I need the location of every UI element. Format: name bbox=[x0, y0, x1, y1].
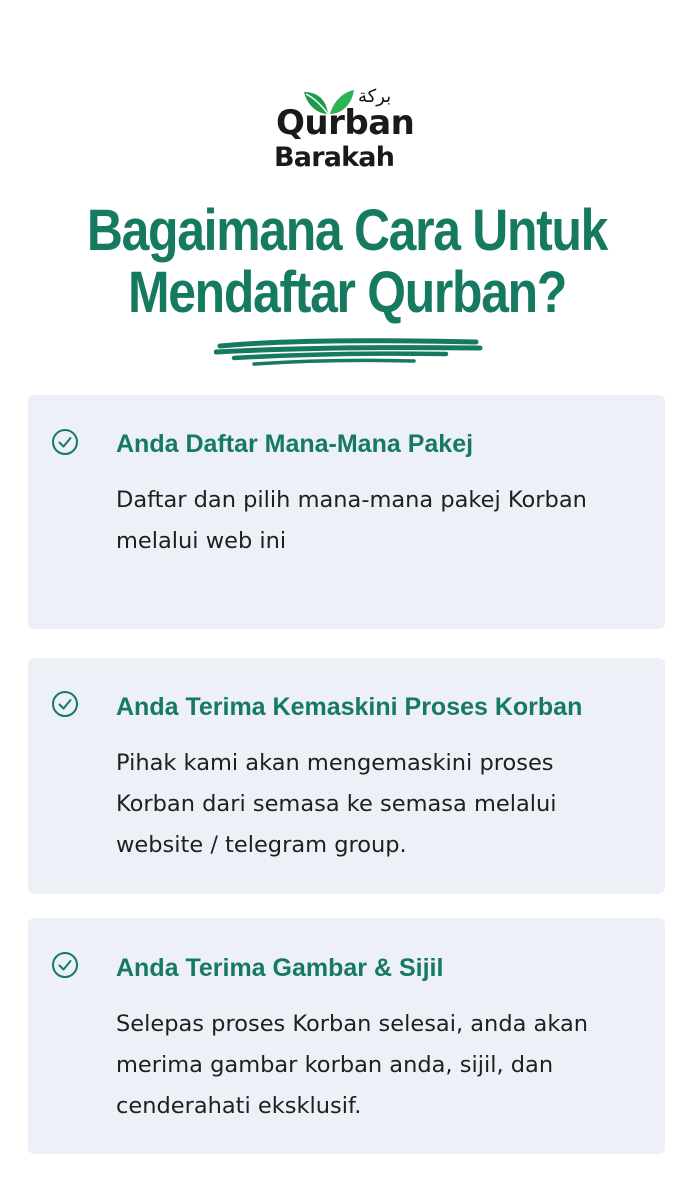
brush-underline bbox=[214, 336, 484, 370]
logo-arabic-text: بركة bbox=[358, 86, 392, 107]
qurban-barakah-logo bbox=[272, 86, 424, 182]
step-title: Anda Daftar Mana-Mana Pakej bbox=[116, 430, 474, 458]
logo-qurban-text: Qurban bbox=[276, 103, 415, 143]
page-title bbox=[49, 200, 646, 324]
check-circle-icon bbox=[51, 428, 79, 456]
step-description: Selepas proses Korban selesai, anda akan merima gambar korban anda, sijil, dan cenderahati eksklusif. bbox=[116, 1011, 589, 1119]
step-card-1 bbox=[28, 395, 665, 629]
step-card-2 bbox=[28, 658, 665, 894]
page-title-line-2: Mendaftar Qurban? bbox=[127, 260, 567, 325]
step-title: Anda Terima Gambar & Sijil bbox=[116, 954, 444, 982]
page-title-line-1: Bagaimana Cara Untuk bbox=[86, 198, 608, 263]
logo-barakah-text: Barakah bbox=[274, 142, 395, 173]
step-description: Pihak kami akan mengemaskini proses Korban dari semasa ke semasa melalui website / telegram group. bbox=[116, 750, 557, 858]
check-circle-icon bbox=[51, 951, 79, 979]
step-title: Anda Terima Kemaskini Proses Korban bbox=[116, 693, 583, 721]
step-card-3 bbox=[28, 918, 665, 1154]
step-description: Daftar dan pilih mana-mana pakej Korban melalui web ini bbox=[116, 487, 587, 554]
check-circle-icon bbox=[51, 690, 79, 718]
